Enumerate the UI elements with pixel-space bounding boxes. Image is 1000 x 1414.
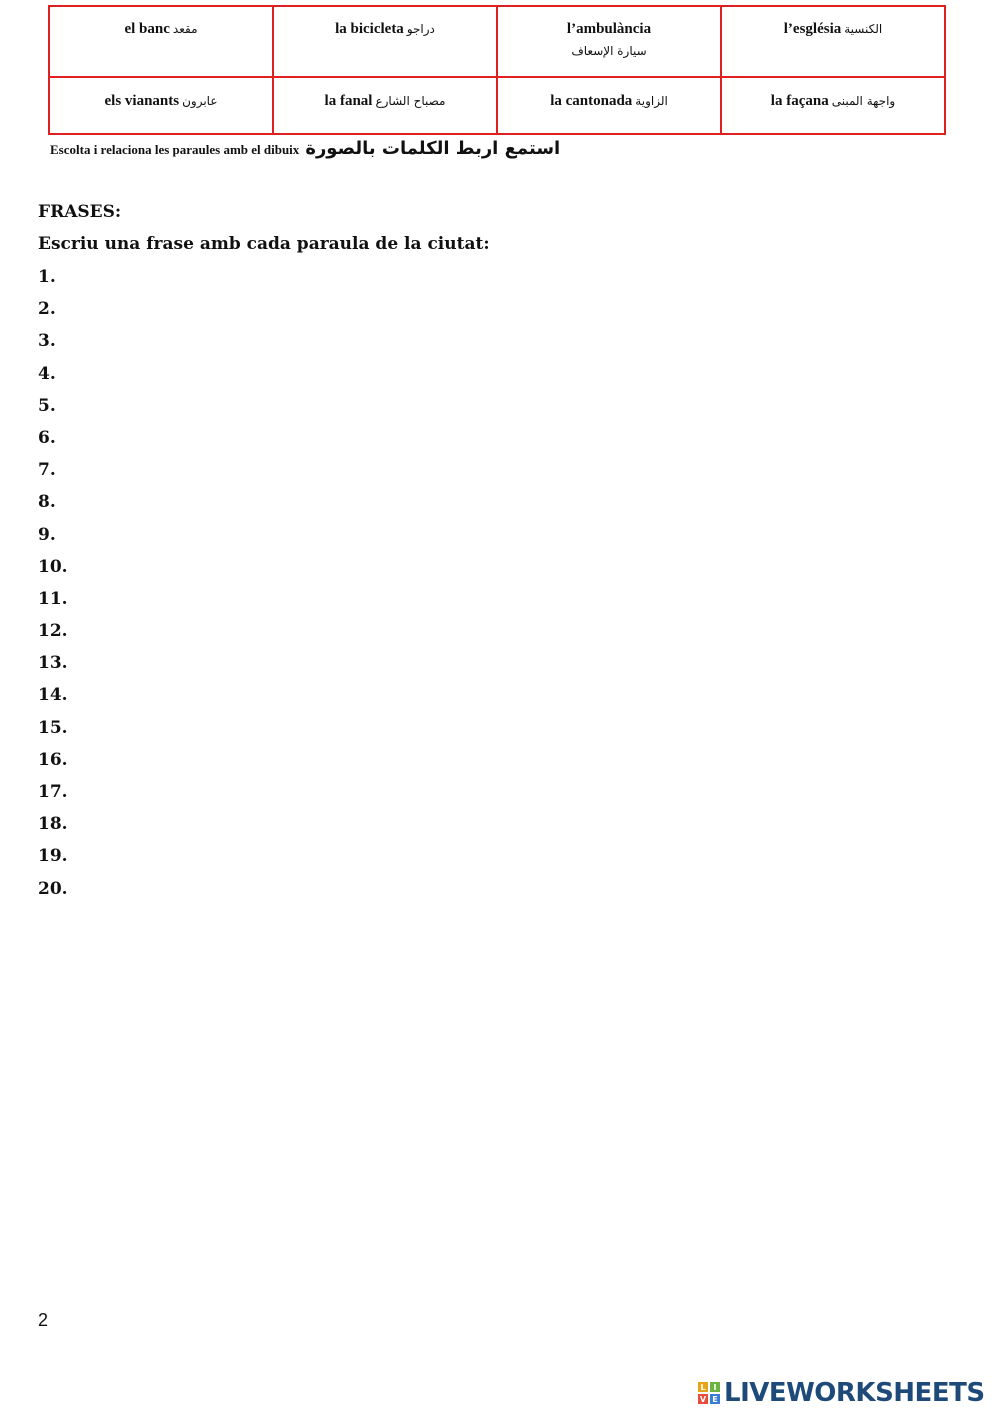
vocab-word: l’ambulància bbox=[566, 21, 652, 37]
sentence-number: 13. bbox=[38, 653, 68, 674]
frases-title: FRASES: bbox=[38, 202, 122, 222]
sentence-number: 1. bbox=[38, 267, 56, 287]
vocab-arabic: مقعد bbox=[172, 22, 198, 36]
sentence-number: 14. bbox=[38, 685, 68, 706]
sentence-number: 5. bbox=[38, 395, 56, 416]
vocabulary-table bbox=[48, 5, 946, 135]
logo-text: LIVEWORKSHEETS bbox=[724, 1378, 985, 1408]
vocabulary-row bbox=[49, 77, 945, 134]
vocab-arabic: سيارة الإسعاف bbox=[571, 44, 647, 58]
sentence-number: 4. bbox=[38, 363, 56, 384]
instruction-arabic: استمع اربط الكلمات بالصورة bbox=[305, 138, 561, 159]
vocab-word: la bicicleta bbox=[335, 21, 404, 37]
vocab-word: la façana bbox=[770, 93, 829, 109]
vocab-cell-la-cantonada bbox=[497, 77, 721, 134]
sentence-number: 18. bbox=[38, 814, 68, 835]
sentence-number: 11. bbox=[38, 588, 68, 609]
vocab-arabic: دراجو bbox=[406, 22, 435, 36]
sentence-list bbox=[38, 264, 68, 908]
badge-letter: I bbox=[710, 1382, 720, 1392]
instruction-text: Escolta i relaciona les paraules amb el dibuix bbox=[50, 142, 300, 157]
vocab-cell-el-banc bbox=[49, 6, 273, 77]
sentence-number: 17. bbox=[38, 782, 68, 802]
vocab-arabic: الكنسية bbox=[844, 22, 883, 36]
sentence-number: 16. bbox=[38, 749, 68, 770]
page-number: 2 bbox=[38, 1310, 49, 1330]
badge-letter: E bbox=[710, 1394, 720, 1404]
liveworksheets-logo bbox=[698, 1378, 985, 1408]
sentence-number: 9. bbox=[38, 524, 56, 545]
sentence-number: 6. bbox=[38, 427, 56, 448]
vocab-arabic: واجهة المبنى bbox=[831, 94, 896, 108]
vocab-word: l’església bbox=[783, 21, 842, 37]
frases-subtitle: Escriu una frase amb cada paraula de la ciutat: bbox=[38, 234, 490, 254]
vocab-word: els vianants bbox=[104, 93, 180, 109]
vocabulary-row bbox=[49, 6, 945, 77]
sentence-number: 12. bbox=[38, 621, 68, 642]
vocab-cell-els-vianants bbox=[49, 77, 273, 134]
badge-letter: L bbox=[698, 1382, 708, 1392]
vocab-word: la cantonada bbox=[550, 93, 633, 109]
sentence-number: 19. bbox=[38, 846, 68, 867]
sentence-number: 2. bbox=[38, 299, 56, 320]
badge-letter: V bbox=[699, 1394, 707, 1404]
sentence-number: 20. bbox=[38, 878, 68, 899]
instruction bbox=[50, 138, 560, 159]
sentence-number: 8. bbox=[38, 492, 56, 513]
sentence-number: 10. bbox=[38, 556, 68, 577]
sentence-number: 3. bbox=[38, 331, 56, 352]
sentence-number: 15. bbox=[38, 717, 68, 738]
vocab-cell-la-facana bbox=[721, 77, 945, 134]
vocab-cell-lambulancia bbox=[497, 6, 721, 77]
sentence-number: 7. bbox=[38, 460, 56, 481]
vocab-cell-la-bicicleta bbox=[273, 6, 497, 77]
vocab-arabic: الزاوية bbox=[635, 94, 668, 108]
vocab-cell-la-fanal bbox=[273, 77, 497, 134]
vocab-word: el banc bbox=[124, 21, 170, 37]
vocab-word: la fanal bbox=[324, 93, 373, 109]
vocab-arabic: عابرون bbox=[182, 94, 218, 108]
vocab-arabic: مصباح الشارع bbox=[375, 94, 446, 108]
vocab-cell-lesglesia bbox=[721, 6, 945, 77]
live-badge-icon bbox=[698, 1382, 720, 1404]
